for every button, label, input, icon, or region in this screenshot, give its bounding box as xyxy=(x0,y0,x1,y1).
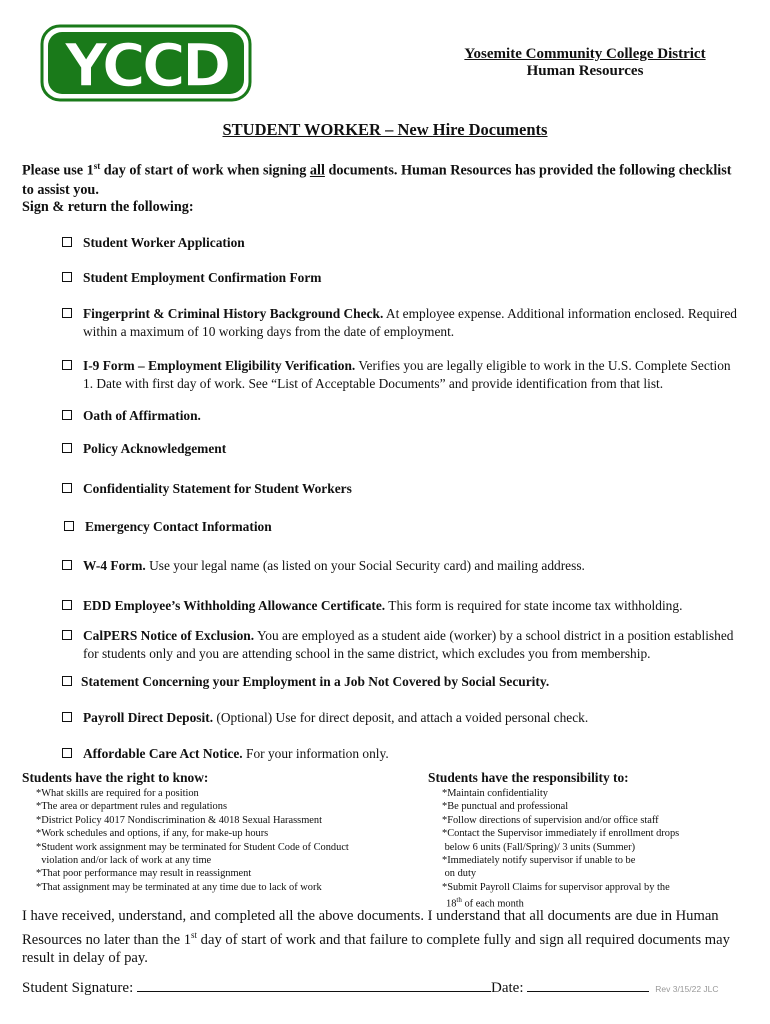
responsibilities-heading: Students have the responsibility to: xyxy=(428,770,629,785)
item-title: Emergency Contact Information xyxy=(85,519,272,534)
item-desc: At employee expense. Additional information enclosed. Required within a maximum of 10 working days from the date of employment. xyxy=(83,306,737,339)
checkbox[interactable] xyxy=(62,308,72,318)
item-title: Oath of Affirmation. xyxy=(83,408,201,423)
item-title: Payroll Direct Deposit. xyxy=(83,710,214,725)
checkbox[interactable] xyxy=(62,360,72,370)
checkbox[interactable] xyxy=(62,410,72,420)
svg-text:YCCD: YCCD xyxy=(64,31,228,101)
ack-sup: st xyxy=(191,929,198,940)
responsibilities-list: *Maintain confidentiality *Be punctual and professional *Follow directions of supervision and/or office staff *Contact the Supervisor immediately if enrollment drops below 6 units (Fall/Spring)/ 3 units (Summer) *Immediately notify supervisor if unable to be on duty *Submit Payroll Claims for supervisor approval by the xyxy=(442,788,680,893)
rights-heading: Students have the right to know: xyxy=(22,770,209,785)
org-name: Yosemite Community College District xyxy=(464,46,706,62)
checkbox[interactable] xyxy=(62,676,72,686)
page-title: STUDENT WORKER – New Hire Documents xyxy=(222,120,548,139)
checkbox[interactable] xyxy=(62,712,72,722)
checkbox[interactable] xyxy=(62,560,72,570)
rights-list: *What skills are required for a position *The area or department rules and regulations *District Policy 4017 Nondiscrimination & 4018 Sexual Harassment *Work schedules and options, if any, for make-up hours *Student work assignment may be terminated for Student Code of Conduct violation and/or lack of work at any time *That poor performance may result in reassignment *That assignment may be terminated at any time due to lack of work xyxy=(36,788,349,893)
item-desc: Use your legal name (as listed on your Social Security card) and mailing address. xyxy=(145,558,585,573)
signature-row xyxy=(22,977,719,997)
acknowledgement-paragraph xyxy=(22,907,742,968)
revision-note: Rev 3/15/22 JLC xyxy=(655,984,719,994)
intro-text-b: day of start of work when signing xyxy=(100,162,310,179)
intro-text-a: Please use 1 xyxy=(22,162,94,179)
sign-return-heading: Sign & return the following: xyxy=(22,199,194,215)
checkbox[interactable] xyxy=(62,600,72,610)
item-title: Student Employment Confirmation Form xyxy=(83,270,322,285)
checkbox[interactable] xyxy=(62,748,72,758)
resp-rest: of each month xyxy=(461,898,524,910)
department-name: Human Resources xyxy=(526,63,644,79)
checkbox[interactable] xyxy=(64,521,74,531)
item-title: Fingerprint & Criminal History Background Check. xyxy=(83,306,384,321)
item-title: Affordable Care Act Notice. xyxy=(83,746,243,761)
resp-day: 18 xyxy=(446,898,457,910)
item-title: Confidentiality Statement for Student Workers xyxy=(83,481,352,496)
item-desc: This form is required for state income tax withholding. xyxy=(385,598,683,613)
checkbox[interactable] xyxy=(62,483,72,493)
item-title: EDD Employee’s Withholding Allowance Certificate. xyxy=(83,598,386,613)
item-desc: For your information only. xyxy=(242,746,389,761)
checkbox[interactable] xyxy=(62,272,72,282)
student-signature-field[interactable] xyxy=(137,977,491,992)
date-label: Date: xyxy=(491,980,528,996)
ycc-logo-graphic xyxy=(40,24,252,102)
rights-section xyxy=(22,770,412,894)
item-desc: (Optional) Use for direct deposit, and attach a voided personal check. xyxy=(213,710,589,725)
intro-emphasis: all xyxy=(309,162,325,179)
intro-text-c: documents. Human Resources has provided the following checklist to assist you. xyxy=(22,162,732,198)
header-block xyxy=(440,46,730,80)
ack-text-b: day of start of work and that failure to complete fully and sign all required documents may result in delay of pay. xyxy=(22,931,730,967)
checkbox[interactable] xyxy=(62,443,72,453)
item-title: Student Worker Application xyxy=(83,235,245,250)
item-title: I-9 Form – Employment Eligibility Verification. xyxy=(83,358,356,373)
ycc-logo xyxy=(40,24,252,102)
item-desc: Verifies you are legally eligible to work in the U.S. Complete Section 1. Date with first day of work. See “List of Acceptable Documents” and provide identification from that list. xyxy=(83,358,731,391)
student-signature-label: Student Signature: xyxy=(22,980,137,996)
intro-paragraph xyxy=(22,157,742,200)
checkbox[interactable] xyxy=(62,630,72,640)
intro-sup: st xyxy=(93,161,101,171)
item-title: CalPERS Notice of Exclusion. xyxy=(83,628,255,643)
item-title: W-4 Form. xyxy=(83,558,146,573)
ack-text-a: I have received, understand, and completed all the above documents. I understand that all documents are due in Human Resources no later than the 1 xyxy=(22,908,719,948)
date-field[interactable] xyxy=(527,977,649,992)
item-title: Policy Acknowledgement xyxy=(83,441,227,456)
checkbox[interactable] xyxy=(62,237,72,247)
responsibilities-section xyxy=(428,770,748,911)
item-desc: You are employed as a student aide (worker) by a school district in a position established for students only and you are attending school in the same district, which excludes you from membership. xyxy=(83,628,734,661)
resp-sup: th xyxy=(456,896,462,905)
item-title: Statement Concerning your Employment in a Job Not Covered by Social Security. xyxy=(81,674,550,689)
